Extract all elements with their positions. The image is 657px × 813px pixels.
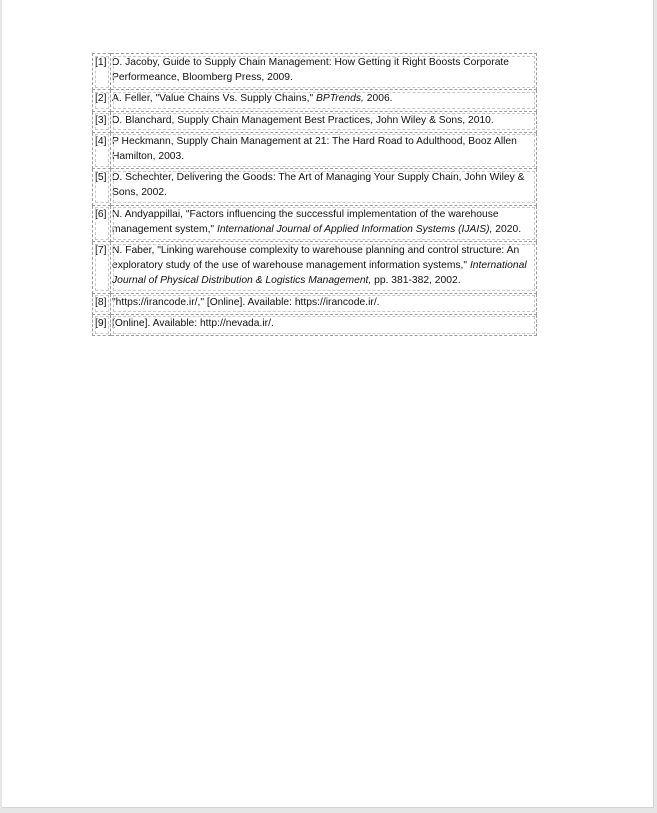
reference-number: [6] bbox=[93, 205, 111, 241]
reference-text-tail: 2020. bbox=[492, 223, 522, 235]
reference-text-plain: D. Blanchard, Supply Chain Management Best Practices, John Wiley & Sons, 2010. bbox=[112, 114, 494, 126]
reference-number: [2] bbox=[93, 90, 111, 111]
document-page bbox=[2, 0, 654, 808]
reference-row bbox=[93, 293, 537, 314]
reference-text-tail: 2006. bbox=[363, 93, 393, 105]
reference-text[interactable] bbox=[111, 54, 537, 90]
reference-text[interactable] bbox=[111, 169, 537, 205]
reference-text-plain: D. Schechter, Delivering the Goods: The Art of Managing Your Supply Chain, John Wiley & Sons, 2002. bbox=[112, 172, 525, 199]
reference-row bbox=[93, 54, 537, 90]
reference-text-italic: International Journal of Applied Information Systems (IJAIS), bbox=[216, 223, 493, 235]
reference-text-italic: BPTrends, bbox=[316, 93, 364, 105]
reference-number: [3] bbox=[93, 111, 111, 132]
reference-text-plain: [Online]. Available: http://nevada.ir/. bbox=[112, 317, 274, 329]
reference-number: [9] bbox=[93, 314, 111, 335]
reference-row bbox=[93, 314, 537, 335]
reference-text[interactable] bbox=[111, 132, 537, 168]
reference-number: [5] bbox=[93, 169, 111, 205]
reference-text[interactable] bbox=[111, 205, 537, 241]
reference-row bbox=[93, 242, 537, 294]
reference-text[interactable] bbox=[111, 314, 537, 335]
reference-number: [4] bbox=[93, 132, 111, 168]
reference-text[interactable] bbox=[111, 293, 537, 314]
reference-text[interactable] bbox=[111, 242, 537, 294]
reference-row bbox=[93, 90, 537, 111]
reference-number: [8] bbox=[93, 293, 111, 314]
reference-text-plain: N. Faber, "Linking warehouse complexity to warehouse planning and control structure: An exploratory study of the use of warehouse management information systems," bbox=[112, 245, 520, 272]
references-table bbox=[92, 53, 537, 336]
reference-text-plain: D. Jacoby, Guide to Supply Chain Management: How Getting it Right Boosts Corporate Performeance, Bloomberg Press, 2009. bbox=[112, 57, 510, 84]
reference-text-tail: pp. 381-382, 2002. bbox=[371, 275, 461, 287]
reference-row bbox=[93, 111, 537, 132]
reference-row bbox=[93, 205, 537, 241]
reference-row bbox=[93, 169, 537, 205]
reference-text-plain: N. Andyappillai, "Factors influencing the successful implementation of the warehouse management system," bbox=[112, 208, 499, 235]
reference-number: [1] bbox=[93, 54, 111, 90]
reference-text-plain: "https://irancode.ir/," [Online]. Available: https://irancode.ir/. bbox=[112, 296, 380, 308]
reference-text[interactable] bbox=[111, 111, 537, 132]
reference-text-italic: International Journal of Physical Distribution & Logistics Management, bbox=[112, 260, 527, 287]
reference-row bbox=[93, 132, 537, 168]
reference-number: [7] bbox=[93, 242, 111, 294]
reference-text-plain: P Heckmann, Supply Chain Management at 21: The Hard Road to Adulthood, Booz Allen Hamilton, 2003. bbox=[112, 135, 517, 163]
reference-text[interactable] bbox=[111, 90, 537, 111]
reference-text-plain: A. Feller, "Value Chains Vs. Supply Chains," bbox=[112, 93, 317, 105]
